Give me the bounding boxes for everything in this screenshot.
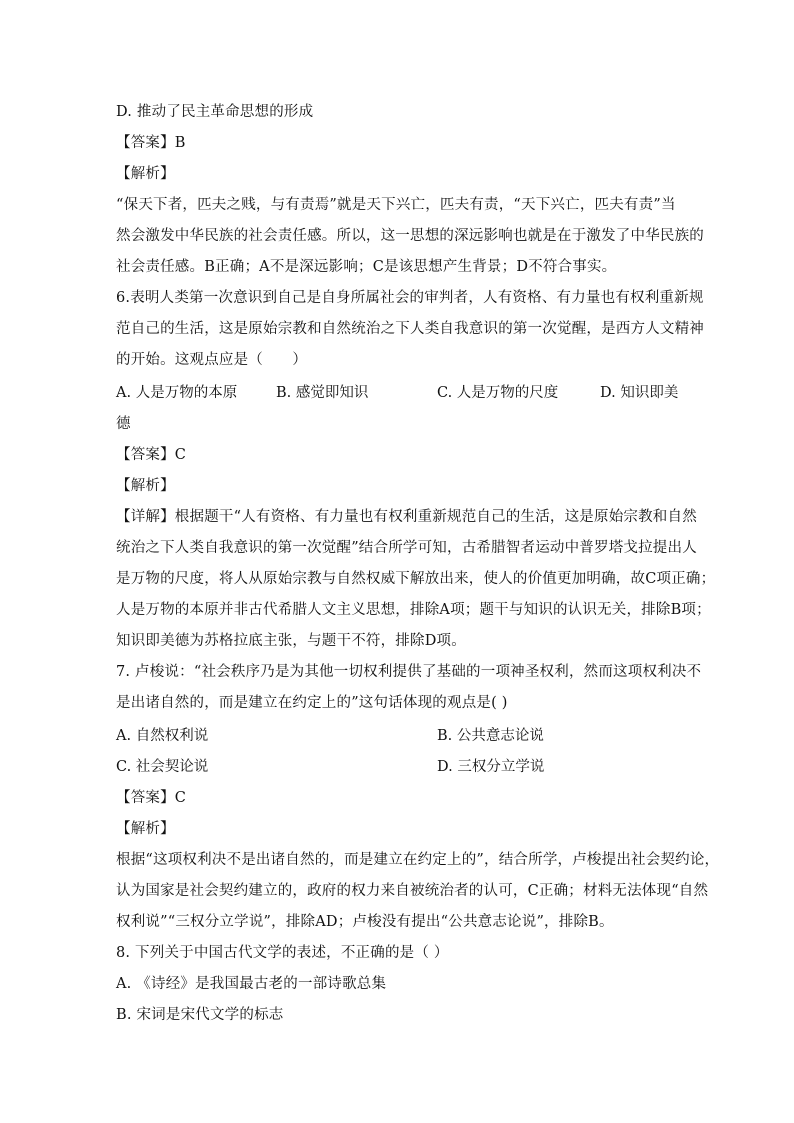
q7-stem-line: 7. 卢梭说：“社会秩序乃是为其他一切权利提供了基础的一项神圣权利，然而这项权利决不 xyxy=(116,664,702,680)
q7-option-a: A. 自然权利说 xyxy=(116,728,209,744)
q7-stem-line: 是出诸自然的，而是建立在约定上的”这句话体现的观点是( ) xyxy=(116,695,508,711)
q7-option-c: C. 社会契论说 xyxy=(116,759,209,775)
q5-answer: 【答案】B xyxy=(116,135,186,151)
q8-option-a: A. 《诗经》是我国最古老的一部诗歌总集 xyxy=(116,976,387,992)
q6-option-b: B. 感觉即知识 xyxy=(276,385,369,401)
q8-option-b: B. 宋词是宋代文学的标志 xyxy=(116,1007,284,1023)
q5-option-d: D. 推动了民主革命思想的形成 xyxy=(116,104,314,120)
q5-analysis-line: “保天下者，匹夫之贱，与有责焉”就是天下兴亡，匹夫有责，“天下兴亡，匹夫有责”当 xyxy=(116,197,676,213)
q5-analysis-line: 然会激发中华民族的社会责任感。所以，这一思想的深远影响也就是在于激发了中华民族的 xyxy=(116,228,704,244)
q7-analysis-line: 认为国家是社会契约建立的，政府的权力来自被统治者的认可，C正确；材料无法体现“自然 xyxy=(116,883,709,899)
q7-analysis-label: 【解析】 xyxy=(116,821,175,837)
q7-option-b: B. 公共意志论说 xyxy=(437,728,544,744)
q6-option-a: A. 人是万物的本原 xyxy=(116,385,238,401)
q8-stem: 8. 下列关于中国古代文学的表述，不正确的是（ ） xyxy=(116,945,449,961)
q5-analysis-line: 社会责任感。B正确；A不是深远影响；C是该思想产生背景；D不符合事实。 xyxy=(116,259,617,275)
q6-stem-line: 的开始。这观点应是（ ） xyxy=(116,352,308,368)
q7-answer: 【答案】C xyxy=(116,790,187,806)
q6-option-d: D. 知识即美 xyxy=(600,385,679,401)
q6-analysis-label: 【解析】 xyxy=(116,478,175,494)
q6-detail-line: 【详解】根据题干“人有资格、有力量也有权利重新规范自己的生活，这是原始宗教和自然 xyxy=(116,509,697,525)
q6-detail-line: 人是万物的本原并非古代希腊人文主义思想，排除A项；题干与知识的认识无关，排除B项； xyxy=(116,602,711,618)
q6-stem-line: 6.表明人类第一次意识到自己是自身所属社会的审判者，人有资格、有力量也有权利重新规 xyxy=(116,290,704,306)
q5-analysis-label: 【解析】 xyxy=(116,166,175,182)
q7-analysis-line: 权利说”“三权分立学说”，排除AD；卢梭没有提出“公共意志论说”，排除B。 xyxy=(116,914,614,930)
q6-option-d-continued: 德 xyxy=(116,416,131,432)
q7-option-d: D. 三权分立学说 xyxy=(437,759,545,775)
q6-stem-line: 范自己的生活，这是原始宗教和自然统治之下人类自我意识的第一次觉醒，是西方人文精神 xyxy=(116,321,704,337)
q6-detail-line: 知识即美德为苏格拉底主张，与题干不符，排除D项。 xyxy=(116,633,466,649)
q6-detail-line: 统治之下人类自我意识的第一次觉醒”结合所学可知，古希腊智者运动中普罗塔戈拉提出人 xyxy=(116,540,697,556)
q6-detail-line: 是万物的尺度，将人从原始宗教与自然权威下解放出来，使人的价值更加明确，故C项正确； xyxy=(116,571,716,587)
q7-analysis-line: 根据“这项权利决不是出诸自然的，而是建立在约定上的”，结合所学，卢梭提出社会契约论， xyxy=(116,852,720,868)
q6-option-c: C. 人是万物的尺度 xyxy=(437,385,559,401)
q6-answer: 【答案】C xyxy=(116,447,187,463)
